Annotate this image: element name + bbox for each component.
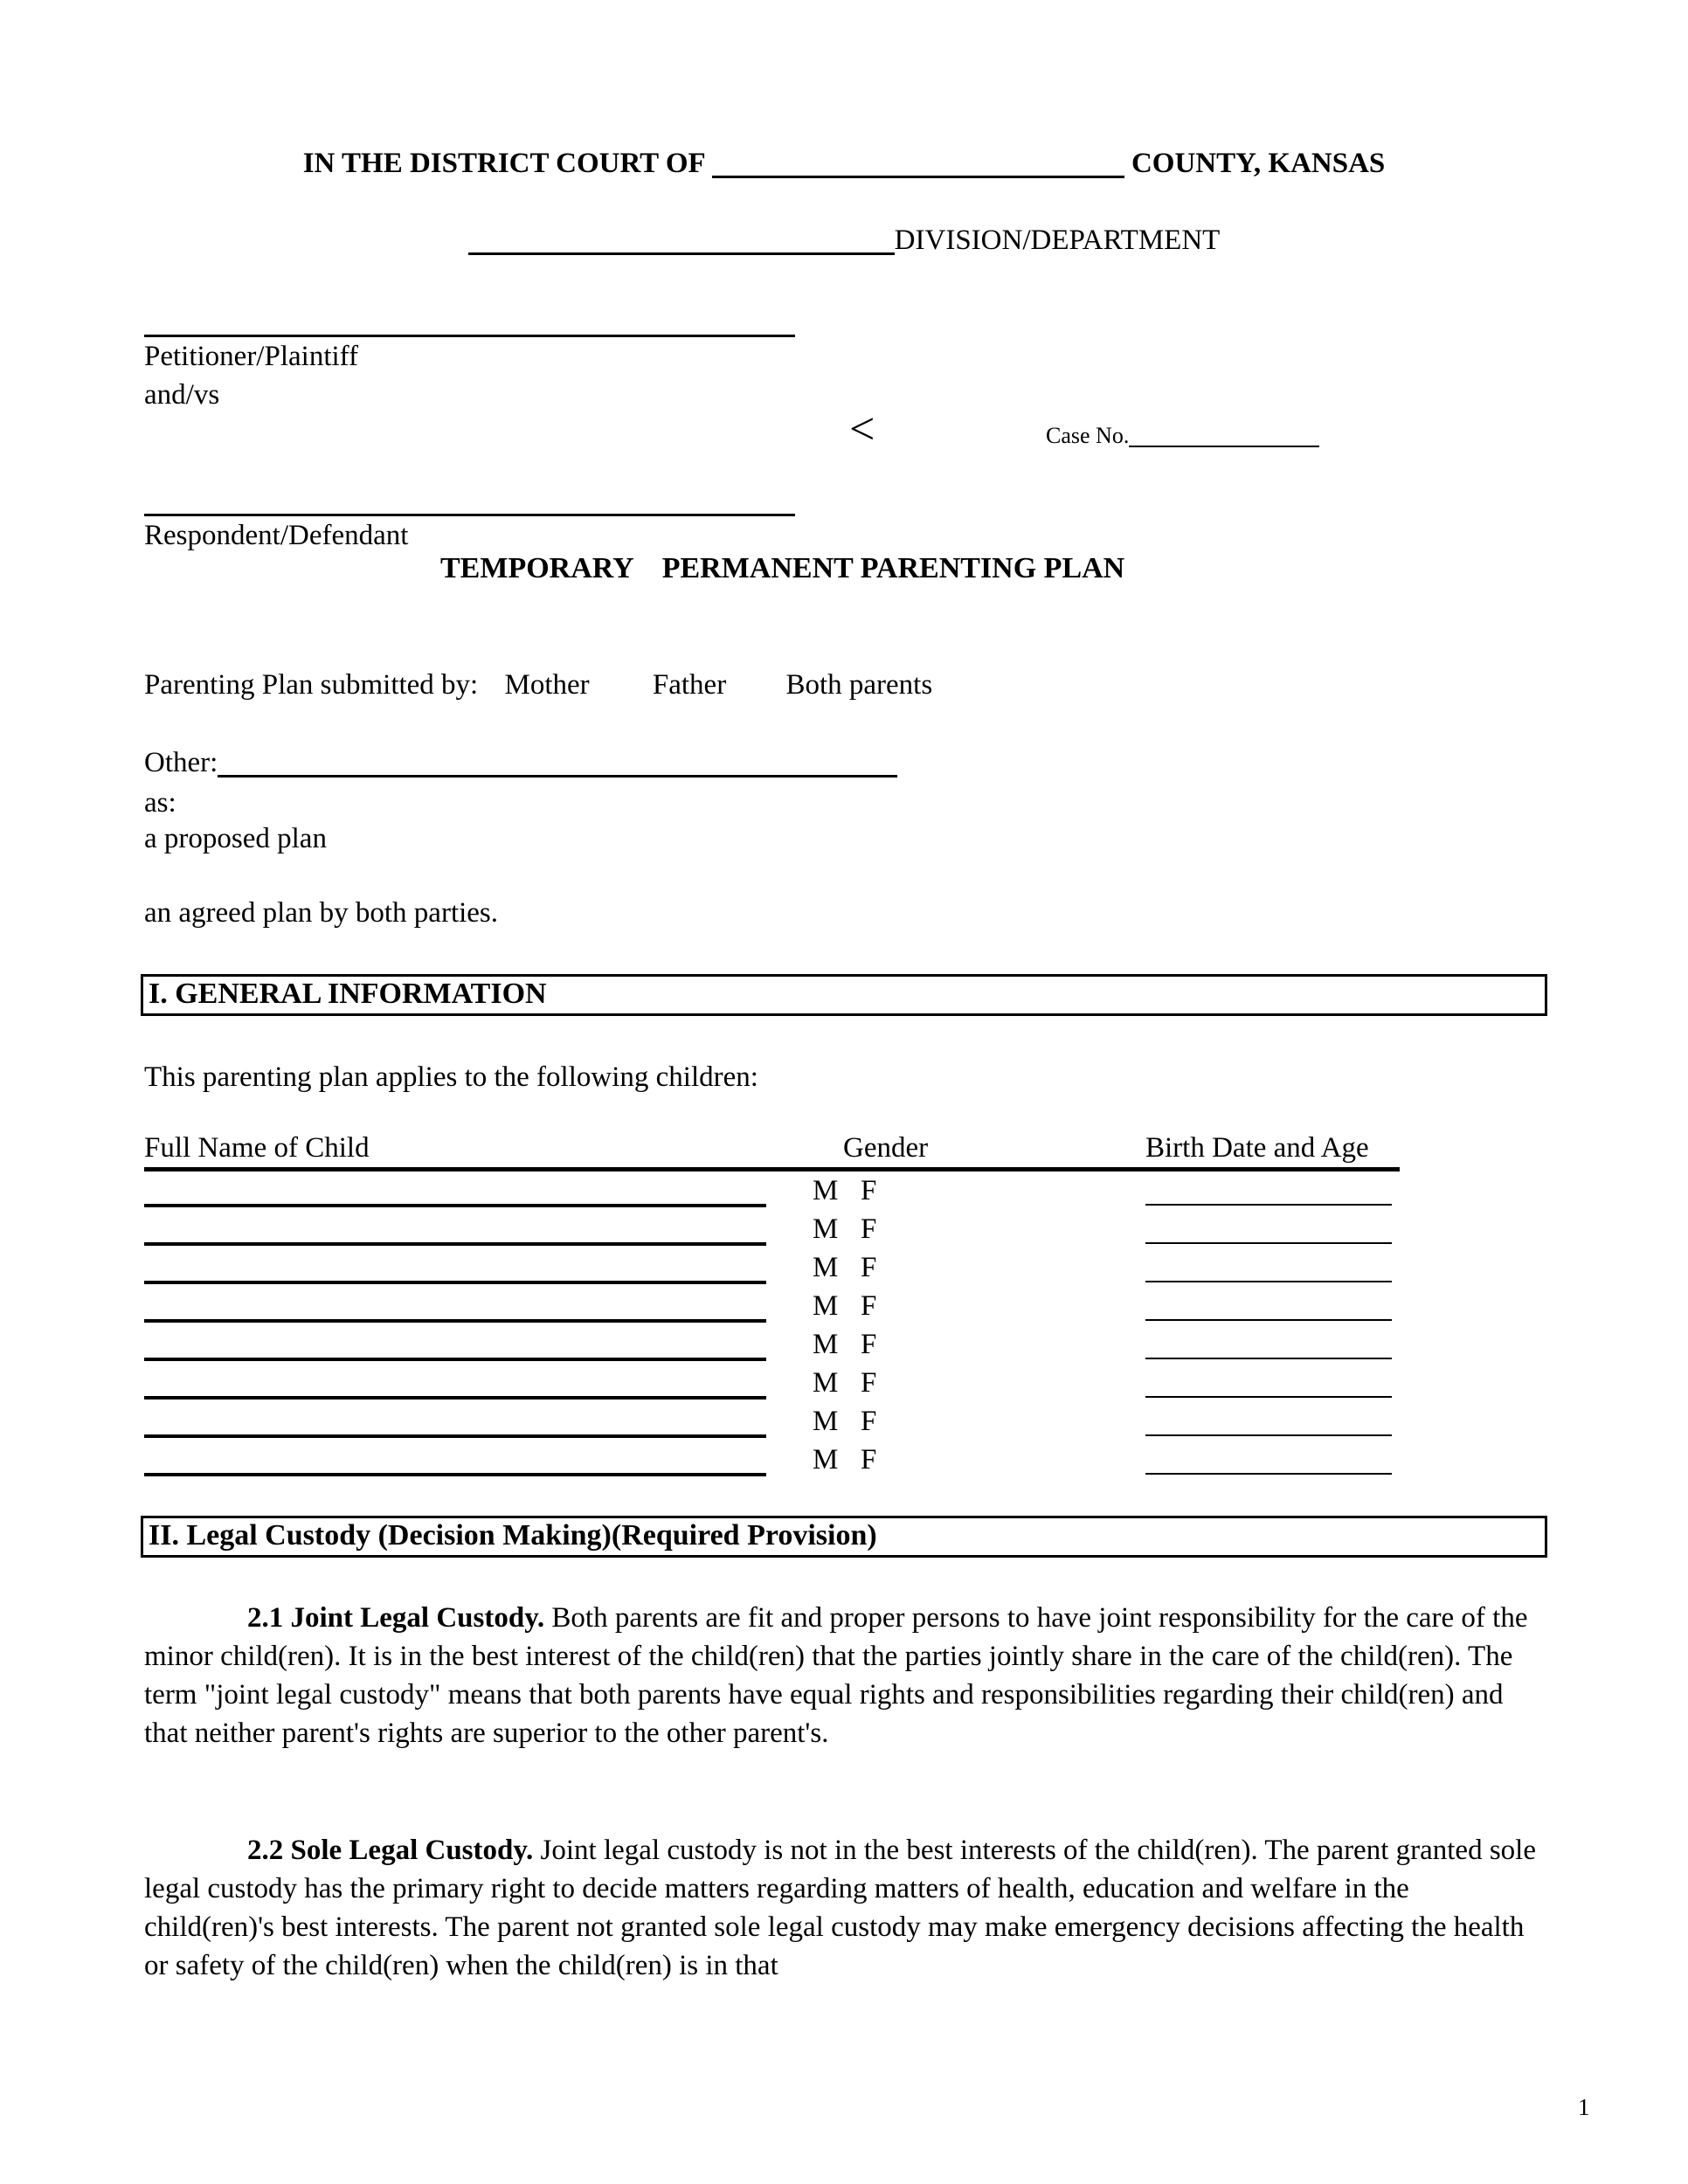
gender-option-male[interactable]: M: [813, 1252, 839, 1283]
children-intro: This parenting plan applies to the following children:: [144, 1061, 758, 1093]
division-label: DIVISION/DEPARTMENT: [894, 225, 1221, 256]
children-table: [144, 1129, 1400, 1479]
county-name-blank[interactable]: [712, 176, 1124, 178]
column-full-name: Full Name of Child: [144, 1132, 370, 1164]
paragraph-2-1-body: Both parents are fit and proper persons to have joint responsibility for the care of the minor child(ren). It is in the best interest of the child(ren) that the parties jointly share in the care of the child(ren). The term "joint legal custody" means that both parents have equal rights and responsibilities regarding their child(ren) and that neither parent's rights are superior to the other parent's.: [144, 1602, 1528, 1749]
case-no-label: Case No.: [1046, 423, 1130, 448]
division-name-blank[interactable]: [468, 252, 895, 255]
children-table-row: [144, 1171, 1400, 1210]
gender-option-male[interactable]: M: [813, 1444, 839, 1476]
gender-option-male[interactable]: M: [813, 1290, 839, 1322]
court-header-prefix: IN THE DISTRICT COURT OF: [302, 148, 705, 179]
gender-option-male[interactable]: M: [813, 1175, 839, 1206]
division-line: [0, 221, 1688, 259]
birth-date-blank[interactable]: [1145, 1204, 1392, 1206]
children-table-row: [144, 1402, 1400, 1441]
option-both-parents[interactable]: Both parents: [785, 669, 933, 701]
children-table-row: [144, 1248, 1400, 1287]
gender-option-female[interactable]: F: [861, 1175, 877, 1206]
gender-option-female[interactable]: F: [861, 1252, 877, 1283]
birth-date-blank[interactable]: [1145, 1242, 1392, 1244]
gender-option-female[interactable]: F: [861, 1444, 877, 1476]
gender-option-female[interactable]: F: [861, 1406, 877, 1437]
child-name-blank[interactable]: [144, 1473, 766, 1476]
caption-angle-icon: <: [849, 404, 875, 454]
court-header-suffix: COUNTY, KANSAS: [1131, 148, 1386, 179]
and-vs-label: and/vs: [144, 379, 220, 411]
petitioner-label: Petitioner/Plaintiff: [144, 341, 359, 372]
gender-option-male[interactable]: M: [813, 1329, 839, 1360]
as-label: as:: [144, 787, 176, 819]
paragraph-2-2-lead: 2.2 Sole Legal Custody.: [247, 1835, 534, 1866]
child-name-blank[interactable]: [144, 1242, 766, 1246]
case-no-row: [1046, 421, 1319, 451]
child-name-blank[interactable]: [144, 1281, 766, 1284]
children-table-row: [144, 1325, 1400, 1364]
birth-date-blank[interactable]: [1145, 1319, 1392, 1321]
paragraph-2-1-lead: 2.1 Joint Legal Custody.: [247, 1602, 545, 1634]
other-row: [144, 743, 897, 782]
children-table-row: [144, 1287, 1400, 1325]
birth-date-blank[interactable]: [1145, 1434, 1392, 1436]
child-name-blank[interactable]: [144, 1204, 766, 1207]
respondent-label: Respondent/Defendant: [144, 520, 409, 551]
children-table-row: [144, 1364, 1400, 1402]
column-gender: Gender: [843, 1132, 929, 1164]
respondent-block: [144, 514, 795, 555]
paragraph-joint-legal-custody: [144, 1599, 1546, 1752]
gender-option-male[interactable]: M: [813, 1213, 839, 1245]
child-name-blank[interactable]: [144, 1434, 766, 1438]
case-no-blank[interactable]: [1129, 446, 1319, 447]
birth-date-blank[interactable]: [1145, 1396, 1392, 1398]
petitioner-block: [144, 335, 795, 414]
other-blank[interactable]: [218, 775, 897, 778]
title-option-permanent[interactable]: PERMANENT: [661, 552, 854, 584]
section-custody-heading: II. Legal Custody (Decision Making)(Required Provision): [141, 1516, 1547, 1558]
option-proposed-plan[interactable]: a proposed plan: [144, 823, 327, 854]
gender-option-male[interactable]: M: [813, 1367, 839, 1399]
page-number: 1: [1578, 2094, 1590, 2120]
children-table-header: [144, 1129, 1400, 1171]
birth-date-blank[interactable]: [1145, 1358, 1392, 1359]
court-header: [0, 144, 1688, 183]
column-birth-date: Birth Date and Age: [1145, 1132, 1369, 1164]
gender-option-female[interactable]: F: [861, 1367, 877, 1399]
other-label: Other:: [144, 747, 218, 778]
gender-option-male[interactable]: M: [813, 1406, 839, 1437]
gender-option-female[interactable]: F: [861, 1329, 877, 1360]
section-general-heading: I. GENERAL INFORMATION: [141, 974, 1547, 1016]
option-father[interactable]: Father: [652, 669, 727, 701]
submitted-by-row: [144, 666, 932, 704]
title-option-temporary[interactable]: TEMPORARY: [440, 552, 634, 584]
paragraph-2-2-body: Joint legal custody is not in the best interests of the child(ren). The parent granted sole legal custody has the primary right to decide matters regarding matters of health, education and welfare in the child(ren)'s best interests. The parent not granted sole legal custody may make emergency decisions affecting the health or safety of the child(ren) when the child(ren) is in that: [144, 1835, 1536, 1981]
birth-date-blank[interactable]: [1145, 1473, 1392, 1475]
submitted-by-label: Parenting Plan submitted by:: [144, 669, 479, 701]
paragraph-sole-legal-custody: [144, 1831, 1546, 1985]
birth-date-blank[interactable]: [1145, 1281, 1392, 1282]
child-name-blank[interactable]: [144, 1396, 766, 1400]
title-rest: PARENTING PLAN: [860, 552, 1125, 584]
child-name-blank[interactable]: [144, 1358, 766, 1361]
document-title: [440, 549, 1124, 588]
gender-option-female[interactable]: F: [861, 1213, 877, 1245]
option-agreed-plan[interactable]: an agreed plan by both parties.: [144, 897, 499, 929]
children-table-row: [144, 1210, 1400, 1248]
child-name-blank[interactable]: [144, 1319, 766, 1323]
gender-option-female[interactable]: F: [861, 1290, 877, 1322]
children-table-row: [144, 1441, 1400, 1479]
option-mother[interactable]: Mother: [504, 669, 590, 701]
